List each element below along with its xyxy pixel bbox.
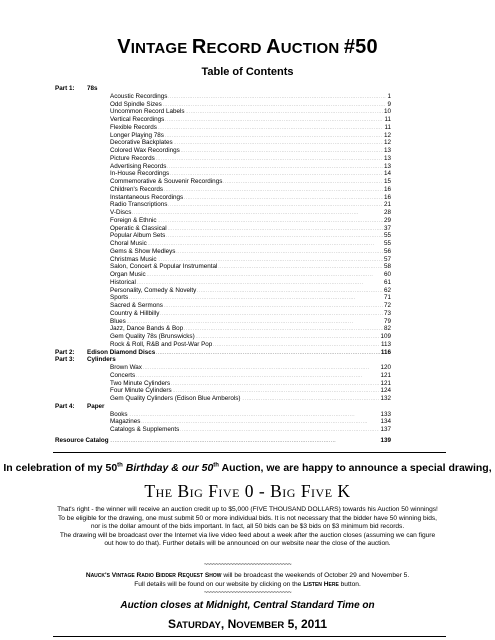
toc-page-number: 37 (383, 224, 391, 232)
toc-entry-name: Magazines (110, 418, 141, 426)
toc-entry (55, 341, 391, 349)
toc-entry-name: Advertising Records (110, 162, 167, 170)
toc-entry-name: V-Discs (110, 209, 132, 216)
toc-part-entry: Part 2: Edison Diamond Discs . . . 116 (55, 349, 391, 357)
toc-page-number: 16 (383, 185, 391, 193)
toc-entry (55, 232, 391, 240)
toc-page-number: 15 (383, 178, 391, 185)
toc-page-number: 139 (380, 436, 391, 444)
toc-entry-name: Flexible Records (110, 123, 157, 131)
toc-entry-name: Cylinders (87, 356, 116, 364)
toc-entry (55, 380, 391, 388)
toc-page-number: 9 (387, 100, 391, 108)
toc-page-number: 73 (383, 309, 391, 317)
toc-page-number: 62 (383, 286, 391, 294)
toc-page-number: 29 (383, 216, 391, 224)
toc-entry-name: Choral Music (110, 240, 147, 247)
toc-entry-name: Paper (87, 402, 105, 410)
toc-entry-name: Blues (110, 317, 126, 325)
toc-entry-name: Gem Quality 78s (Brunswicks) (110, 333, 195, 340)
toc-page-number: 72 (383, 302, 391, 309)
toc-page-number: 16 (383, 193, 391, 201)
toc-page-number: 13 (383, 147, 391, 154)
toc-entry-name: Uncommon Record Labels (110, 108, 185, 116)
toc-entry (55, 240, 391, 248)
radio-show-name: Nauck's Vintage Radio Bidder Request Show (85, 572, 222, 579)
toc-page-number: 10 (383, 108, 391, 116)
toc-entry (55, 93, 391, 101)
drawing-details-line: To be eligible for the drawing, one must submit 50 or more individual bids. It is not necessary that the bidder have 50 winning bids, (58, 514, 437, 522)
toc-page-number: 132 (380, 395, 391, 402)
toc-entry (55, 217, 391, 225)
toc-entry (55, 132, 391, 140)
toc-page-number: 121 (380, 371, 391, 379)
bottom-divider-line (53, 636, 446, 637)
toc-part-entry: Part 4: Paper (55, 402, 105, 410)
toc-entry (55, 124, 391, 132)
toc-entry-name: Vertical Recordings (110, 116, 165, 123)
leader-dots (156, 349, 380, 358)
toc-entry-name: In-House Recordings (110, 170, 170, 178)
big-five-drawing-title: The Big Five 0 - Big Five K (144, 481, 351, 501)
toc-entry (55, 318, 391, 326)
toc-page-number: 57 (383, 255, 391, 263)
toc-entry-name: 78s (87, 85, 98, 92)
toc-entry-name: Colored Wax Recordings (110, 147, 180, 154)
toc-page-number: 61 (383, 278, 391, 286)
toc-page-number: 13 (383, 154, 391, 162)
leader-dots (242, 395, 380, 404)
toc-page-number: 71 (383, 294, 391, 302)
closing-date: SATURDAY, NOVEMBER 5, 2011 (168, 617, 327, 631)
toc-page-number: 58 (383, 263, 391, 271)
auction-close-notice: Auction closes at Midnight, Central Standard Time on (120, 600, 375, 611)
toc-entry (55, 108, 391, 116)
toc-entry-name: Odd Spindle Sizes (110, 100, 162, 108)
toc-entry-name: Country & Hillbilly (110, 309, 160, 317)
toc-page-number: 120 (380, 364, 391, 371)
toc-entry-name: Picture Records (110, 154, 155, 162)
listen-here-link[interactable]: Listen Here (303, 580, 339, 588)
toc-entry-name: Foreign & Ethnic (110, 216, 157, 224)
toc-page-number: 12 (383, 139, 391, 147)
toc-entry (55, 139, 391, 147)
toc-entry (55, 248, 391, 256)
toc-entry (55, 279, 391, 287)
toc-entry-name: Popular Album Sets (110, 232, 166, 240)
separator-2: ~~~~~~~~~~~~~~~~~~~~~~~~~~~~~~ (203, 590, 292, 596)
toc-entry (55, 256, 391, 264)
toc-entry-name: Jazz, Dance Bands & Bop (110, 325, 184, 333)
toc-page-number: 121 (380, 379, 391, 387)
toc-entry-name: Catalogs & Supplements (110, 426, 180, 433)
toc-entry-name: Operatic & Classical (110, 224, 167, 232)
toc-entry-name: Longer Playing 78s (110, 131, 164, 139)
toc-entry (55, 186, 391, 194)
toc-entry-name: Four Minute Cylinders (110, 387, 172, 395)
toc-page-number: 56 (383, 247, 391, 255)
toc-entry-name: Commemorative & Souvenir Recordings (110, 178, 223, 185)
toc-entry-name: Rock & Roll, R&B and Post-War Pop (110, 340, 213, 348)
celebration-heading: In celebration of my 50th Birthday & our 50th Auction, we are happy to announce a special drawing, (3, 462, 492, 474)
toc-entry (55, 387, 391, 395)
toc-page-number: 11 (384, 123, 391, 131)
toc-entry (55, 163, 391, 171)
toc-heading: Table of Contents (201, 66, 294, 78)
toc-entry-name: Resource Catalog (55, 436, 109, 444)
toc-entry (55, 116, 391, 124)
drawing-details-line: nor is the dollar amount of the bids important. In fact, all 50 bids can be $3 bids on $3 minimum bid records. (90, 523, 405, 531)
toc-entry-name: Children's Records (110, 185, 163, 193)
toc-page-number: 12 (383, 131, 391, 139)
toc-page-number: 21 (383, 201, 391, 209)
toc-entry (55, 178, 391, 186)
drawing-details-line: The drawing will be broadcast over the Internet via live video feed about a week after the auction closes (assuming we can figure (59, 531, 436, 539)
toc-entry-name: Books (110, 410, 128, 418)
toc-entry (55, 426, 391, 434)
toc-page-number: 82 (383, 325, 391, 333)
toc-entry-name: Gems & Show Medleys (110, 247, 176, 255)
toc-entry (55, 170, 391, 178)
toc-entry-name: Sports (110, 294, 129, 302)
toc-entry (55, 333, 391, 341)
toc-entry-name: Brown Wax (110, 364, 142, 371)
toc-entry-name: Historical (110, 278, 136, 286)
toc-entry-name: Gem Quality Cylinders (Edison Blue Amberols) (110, 395, 241, 402)
toc-page-number: 109 (380, 333, 391, 340)
toc-page-number: 113 (380, 340, 391, 348)
toc-entry-name: Two Minute Cylinders (110, 379, 171, 387)
toc-page-number: 134 (380, 418, 391, 426)
toc-entry-name: Salon, Concert & Popular Instrumental (110, 263, 218, 271)
toc-page-number: 124 (380, 387, 391, 395)
toc-entry-name: Decorative Backplates (110, 139, 173, 147)
toc-entry-name: Christmas Music (110, 255, 157, 263)
toc-page-number: 55 (383, 240, 391, 247)
toc-entry (55, 325, 391, 333)
toc-entry-name: Personality, Comedy & Novelty (110, 286, 197, 294)
toc-entry (55, 155, 391, 163)
divider-line (53, 452, 446, 453)
drawing-details-line: That's right - the winner will receive an auction credit up to $5,000 (FIVE THOUSAND DOLLARS) towards his Auction 50 winnings! (57, 506, 438, 513)
toc-part-entry (55, 437, 391, 445)
toc-entry (55, 364, 391, 372)
radio-show-notice: Nauck's Vintage Radio Bidder Request Show will be broadcast the weekends of October 29 and November 5. Full details will be found on our website by clicking on the Listen Here button. (85, 572, 410, 588)
toc-entry (55, 372, 391, 380)
toc-entry-name: Instantaneous Recordings (110, 193, 184, 201)
toc-entry (55, 310, 391, 318)
auction-title: VINTAGE RECORD AUCTION #50 (117, 36, 378, 58)
toc-entry (55, 201, 391, 209)
leader-dots (180, 426, 379, 435)
toc-part-entry: Part 1: 78s (55, 85, 98, 92)
toc-entry-name: Sacred & Sermons (110, 302, 163, 309)
toc-entry (55, 147, 391, 155)
toc-page-number: 55 (383, 232, 391, 240)
toc-page-number: 79 (383, 317, 391, 325)
toc-entry (55, 302, 391, 310)
toc-entry (55, 271, 391, 279)
separator-1: ~~~~~~~~~~~~~~~~~~~~~~~~~~~~~~ (203, 562, 292, 568)
toc-entry (55, 263, 391, 271)
toc-entry (55, 194, 391, 202)
toc-entry-name: Edison Diamond Discs (87, 348, 156, 356)
toc-page-number: 137 (380, 426, 391, 433)
toc-page-number: 60 (383, 271, 391, 278)
toc-entry-name: Acoustic Recordings (110, 92, 168, 100)
toc-entry (55, 287, 391, 295)
toc-entry (55, 209, 391, 217)
leader-dots (110, 437, 380, 446)
toc-entry (55, 395, 391, 403)
toc-page-number: 14 (383, 170, 391, 178)
table-of-contents (55, 85, 391, 445)
toc-page-number: 11 (384, 116, 391, 123)
toc-entry-name: Radio Transcriptions (110, 201, 168, 209)
toc-entry (55, 411, 391, 419)
toc-part-entry: Part 3: Cylinders (55, 356, 116, 364)
toc-page-number: 116 (380, 348, 391, 356)
toc-entry (55, 225, 391, 233)
toc-entry-name: Concerts (110, 371, 136, 379)
toc-page-number: 13 (383, 162, 391, 170)
drawing-details (30, 506, 465, 549)
toc-page-number: 1 (387, 92, 391, 100)
toc-entry (55, 101, 391, 109)
toc-page-number: 133 (380, 410, 391, 418)
toc-page-number: 28 (383, 209, 391, 216)
drawing-details-line: out how to do that). Further details will be announced on our website near the close of the auction. (104, 540, 391, 548)
toc-entry (55, 294, 391, 302)
toc-entry (55, 418, 391, 426)
toc-entry-name: Organ Music (110, 271, 146, 278)
